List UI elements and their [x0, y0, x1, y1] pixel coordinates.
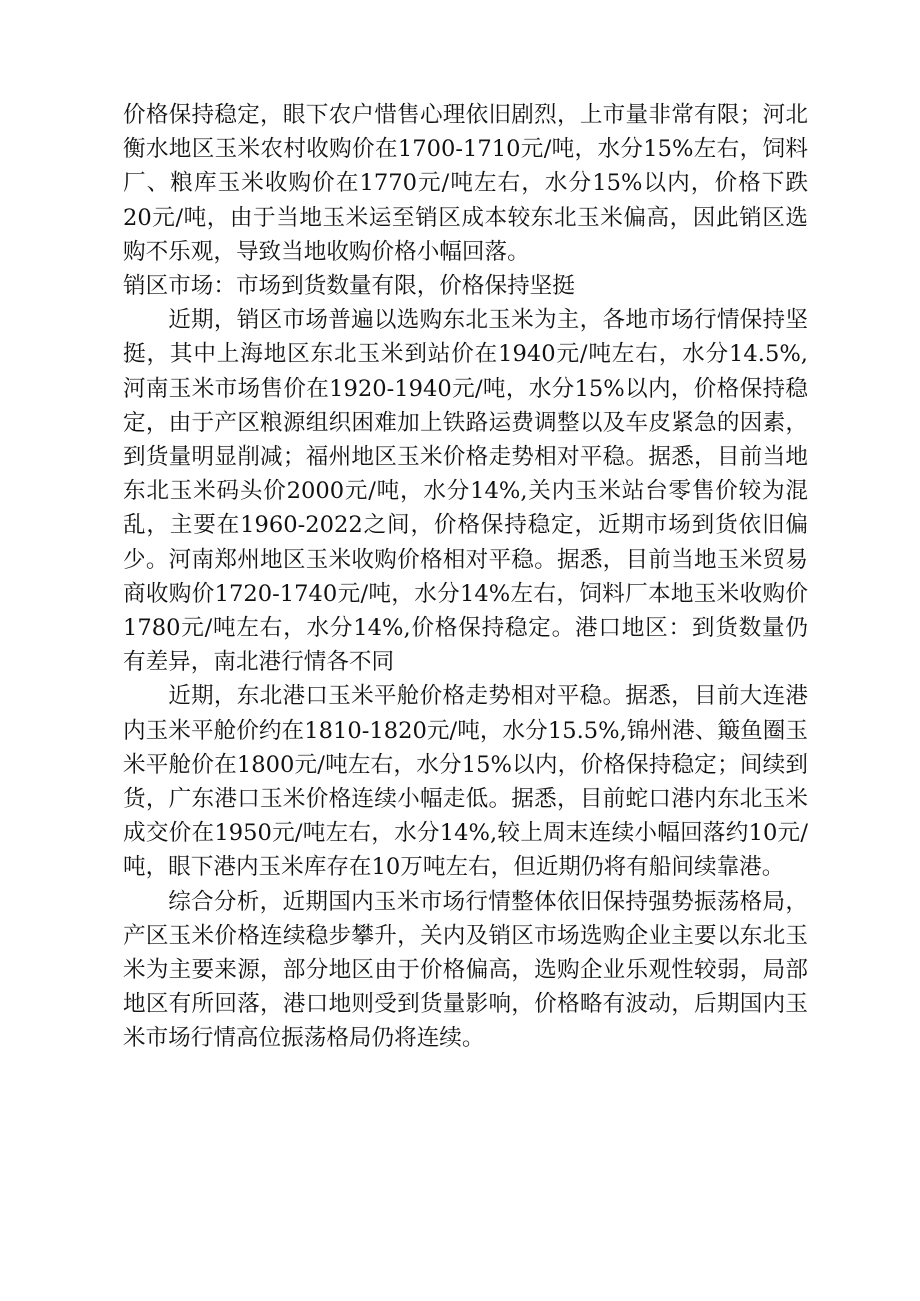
- paragraph-port-market: 近期，东北港口玉米平舱价格走势相对平稳。据悉，目前大连港内玉米平舱价约在1810-1820元/吨，水分15.5%,锦州港、簸鱼圈玉米平舱价在1800元/吨左右，水分15%以内，价格保持稳定；间续到货，广东港口玉米价格连续小幅走低。据悉，目前蛇口港内东北玉米成交价在1950元/吨左右，水分14%,较上周末连续小幅回落约10元/吨，眼下港内玉米库存在10万吨左右，但近期仍将有船间续靠港。: [123, 683, 808, 881]
- paragraph-summary: 综合分析，近期国内玉米市场行情整体依旧保持强势振荡格局，产区玉米价格连续稳步攀升，关内及销区市场选购企业主要以东北玉米为主要来源，部分地区由于价格偏高，选购企业乐观性较弱，局部地区有所回落，港口地则受到货量影响，价格略有波动，后期国内玉米市场行情高位振荡格局仍将连续。: [123, 888, 808, 1052]
- paragraph-hebei-prices: 价格保持稳定，眼下农户惜售心理依旧剧烈，上市量非常有限；河北衡水地区玉米农村收购价在1700-1710元/吨，水分15%左右，饲料厂、粮库玉米收购价在1770元/吨左右，水分15%以内，价格下跌20元/吨，由于当地玉米运至销区成本较东北玉米偏高，因此销区选购不乐观，导致当地收购价格小幅回落。: [123, 102, 808, 265]
- document-page: [123, 98, 808, 1056]
- paragraph-sales-market: 近期，销区市场普遍以选购东北玉米为主，各地市场行情保持坚挺，其中上海地区东北玉米到站价在1940元/吨左右，水分14.5%,河南玉米市场售价在1920-1940元/吨，水分15%以内，价格保持稳定，由于产区粮源组织困难加上铁路运费调整以及车皮紧急的因素，到货量明显削减；福州地区玉米价格走势相对平稳。据悉，目前当地东北玉米码头价2000元/吨，水分14%,关内玉米站台零售价较为混乱，主要在1960-2022之间，价格保持稳定，近期市场到货依旧偏少。河南郑州地区玉米收购价格相对平稳。据悉，目前当地玉米贸易商收购价1720-1740元/吨，水分14%左右，饲料厂本地玉米收购价1780元/吨左右，水分14%,价格保持稳定。港口地区：到货数量仍有差异，南北港行情各不同: [123, 307, 808, 676]
- section-heading-sales-market: 销区市场：市场到货数量有限，价格保持坚挺: [123, 273, 575, 300]
